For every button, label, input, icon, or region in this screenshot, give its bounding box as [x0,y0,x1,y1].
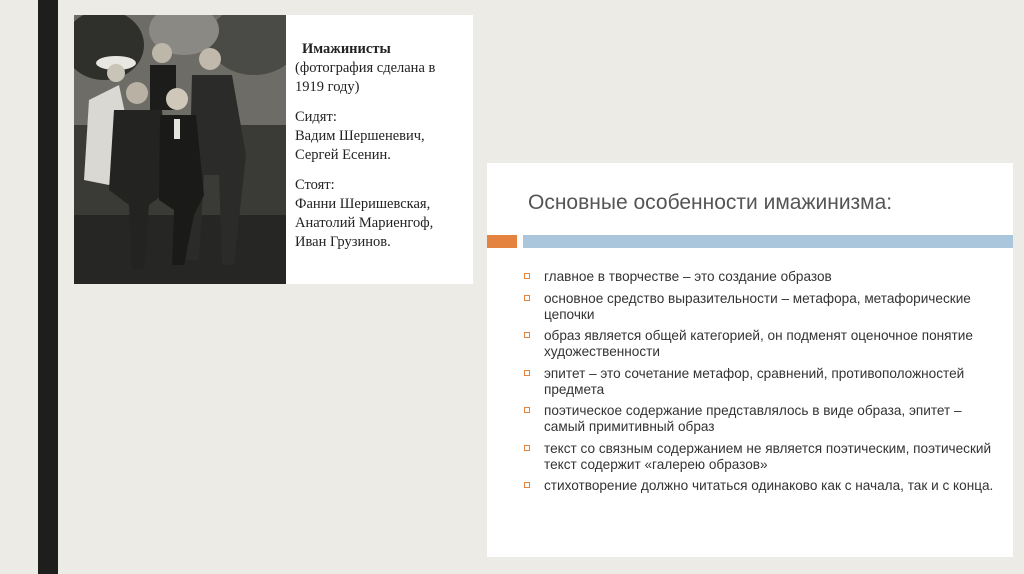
accent-orange-bar [487,235,517,248]
group-photo [74,15,286,284]
caption-seated-block [295,108,470,165]
group-photo-illustration [74,15,286,284]
square-bullet-icon [524,482,530,488]
bullet-list [524,269,994,500]
caption-standing-name: Иван Грузинов. [295,234,391,250]
bullet-text: поэтическое содержание представлялось в виде образа, эпитет – самый примитивный образ [544,403,962,434]
accent-blue-bar [523,235,1013,248]
bullet-text: главное в творчестве – это создание образов [544,269,832,284]
square-bullet-icon [524,273,530,279]
caption-seated-name: Вадим Шершеневич, [295,128,425,144]
caption-standing-name: Анатолий Мариенгоф, [295,215,434,231]
bullet-text: основное средство выразительности – метафора, метафорические цепочки [544,290,971,322]
content-card [487,163,1013,557]
bullet-text: стихотворение должно читаться одинаково как с начала, так и с конца. [544,478,994,493]
bullet-text: эпитет – это сочетание метафор, сравнений, противоположностей предмета [544,365,965,397]
bullet-item [524,269,994,285]
square-bullet-icon [524,332,530,338]
bullet-item [524,291,994,323]
caption-seated-name: Сергей Есенин. [295,147,391,163]
bullet-item [524,478,994,494]
bullet-item [524,441,994,473]
square-bullet-icon [524,295,530,301]
caption-standing-block [295,176,470,252]
photo-card [74,15,473,284]
caption-standing-name: Фанни Шеришевская, [295,196,431,212]
caption-subtitle-line: (фотография сделана в [295,60,436,76]
bullet-text: текст со связным содержанием не является поэтическим, поэтический текст содержит «галерею образов» [544,440,992,472]
caption-subtitle-line: 1919 году) [295,79,360,95]
left-decorative-bar [38,0,58,574]
bullet-item [524,366,994,398]
caption-standing-label: Стоят: [295,177,335,193]
bullet-item [524,403,994,435]
bullet-text: образ является общей категорией, он подменят оценочное понятие художественности [544,328,973,359]
square-bullet-icon [524,370,530,376]
caption-seated-label: Сидят: [295,109,337,125]
square-bullet-icon [524,407,530,413]
bullet-item [524,328,994,360]
caption-title: Имажинисты [302,41,391,57]
square-bullet-icon [524,445,530,451]
photo-caption [295,40,470,252]
slide-heading: Основные особенности имажинизма: [528,191,893,214]
